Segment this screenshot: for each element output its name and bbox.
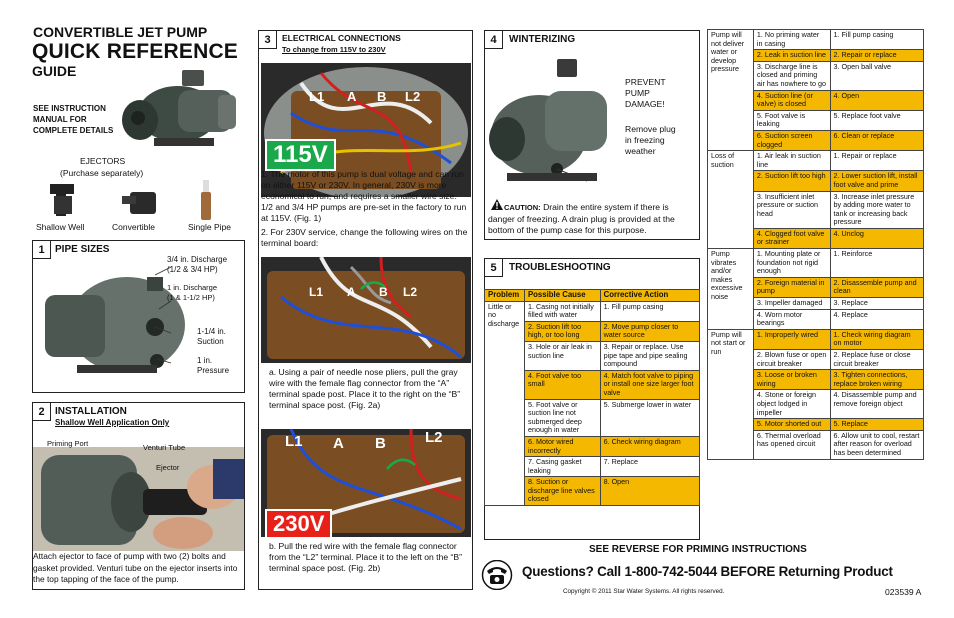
cause-cell: 6. Suction screen clogged — [753, 130, 830, 150]
action-cell: 3. Open ball valve — [830, 61, 924, 90]
telephone-icon — [481, 560, 513, 590]
section-troubleshooting — [484, 258, 700, 540]
cause-cell: 1. No priming water in casing — [753, 30, 830, 50]
table-row — [708, 30, 924, 50]
winterizing-pump-photo — [487, 55, 617, 185]
see-reverse-note: SEE REVERSE FOR PRIMING INSTRUCTIONS — [589, 544, 807, 555]
section-number: 2 — [33, 403, 51, 421]
terminal-l2: L2 — [405, 89, 421, 104]
callout-text: 3/4 in. Discharge — [167, 255, 228, 264]
section-title: WINTERIZING — [509, 34, 576, 45]
cause-cell: 7. Casing gasket leaking — [524, 457, 600, 477]
see-manual-1: SEE INSTRUCTION — [33, 104, 106, 113]
action-cell: 5. Submerge lower in water — [600, 399, 699, 436]
pump-image — [120, 70, 245, 150]
questions-call-line: Questions? Call 1-800-742-5044 BEFORE Returning Product — [522, 564, 893, 579]
cause-cell: 2. Foreign material in pump — [753, 277, 830, 297]
cause-cell: 4. Clogged foot valve or strainer — [753, 228, 830, 248]
action-cell: 3. Replace — [830, 298, 924, 310]
section-subtitle: To change from 115V to 230V — [282, 45, 386, 54]
cause-cell: 1. Air leak in suction line — [753, 151, 830, 171]
remove-plug-note — [625, 124, 676, 157]
action-cell: 4. Replace — [830, 309, 924, 329]
action-cell: 1. Reinforce — [830, 249, 924, 278]
action-cell: 7. Replace — [600, 457, 699, 477]
cause-cell: 8. Suction or discharge line valves closed — [524, 477, 600, 506]
action-cell: 4. Disassemble pump and remove foreign object — [830, 390, 924, 419]
cause-cell: 4. Stone or foreign object lodged in impeller — [753, 390, 830, 419]
terminal-a: A — [333, 435, 344, 452]
electrical-item-2: 2. For 230V service, change the following wires on the terminal board: — [261, 227, 468, 248]
table-row — [708, 151, 924, 171]
cause-cell: 1. Mounting plate or foundation not rigid enough — [753, 249, 830, 278]
badge-115v: 115V — [265, 139, 336, 171]
title-line1: CONVERTIBLE JET PUMP — [33, 24, 208, 40]
section-title: ELECTRICAL CONNECTIONS — [282, 33, 401, 43]
cause-cell: 3. Loose or broken wiring — [753, 370, 830, 390]
cause-cell: 2. Blown fuse or open circuit breaker — [753, 350, 830, 370]
installation-photo — [33, 447, 244, 551]
terminal-b: B — [377, 89, 387, 104]
electrical-item-b: b. Pull the red wire with the female flag connector from the “L2” terminal. Place it to the left on the “B” terminal space post. (Fig. 2b) — [269, 541, 462, 573]
terminal-a: A — [347, 285, 356, 299]
column-header-cause: Possible Cause — [524, 290, 600, 302]
action-cell: 1. Fill pump casing — [600, 301, 699, 321]
action-cell: 2. Replace fuse or close circuit breaker — [830, 350, 924, 370]
callout-text: Pressure — [197, 366, 230, 375]
cause-cell: 2. Leak in suction line — [753, 50, 830, 62]
document-number: 023539 A — [885, 587, 922, 597]
section-title: TROUBLESHOOTING — [509, 262, 611, 273]
electrical-item-1: 1. The motor of this pump is dual voltage and can run on either 115V or 230V. In general, 230V is more economical to run, and requires a smaller wire size. 1/2 and 3/4 HP pumps are pre-set in the factory to run at 115V. (Fig. 1) — [261, 169, 467, 223]
section-title: PIPE SIZES — [55, 244, 110, 255]
action-cell: 4. Unclog — [830, 228, 924, 248]
section-installation — [32, 402, 245, 590]
terminal-a: A — [347, 89, 357, 104]
cause-cell: 4. Suction line (or valve) is closed — [753, 90, 830, 110]
callout-discharge-large — [167, 283, 217, 303]
callout-text: 1 in. — [197, 356, 213, 365]
callout-pressure — [197, 356, 229, 376]
problem-cell: Pump vibrates and/or makes excessive noise — [708, 249, 754, 330]
action-cell: 6. Clean or replace — [830, 130, 924, 150]
section-subtitle: Shallow Well Application Only — [55, 418, 170, 427]
action-cell: 6. Check wiring diagram — [600, 436, 699, 456]
action-cell: 6. Allow unit to cool, restart after reason for overload has been determined — [830, 430, 924, 459]
ejectors-images — [40, 178, 245, 222]
column-header-problem: Problem — [485, 290, 525, 302]
copyright: Copyright © 2011 Star Water Systems. All rights reserved. — [563, 588, 725, 595]
title-line2: QUICK REFERENCE — [32, 40, 239, 63]
cause-cell: 6. Motor wired incorrectly — [524, 436, 600, 456]
section-pipe-sizes — [32, 240, 245, 393]
action-cell: 4. Match foot valve to piping or install one size larger foot valve — [600, 370, 699, 399]
action-cell: 5. Replace foot valve — [830, 110, 924, 130]
troubleshooting-table-continued — [707, 29, 924, 460]
section-number: 5 — [485, 259, 503, 277]
cause-cell: 1. Improperly wired — [753, 329, 830, 349]
action-cell: 3. Tighten connections, replace broken wiring — [830, 370, 924, 390]
problem-cell: Pump will not start or run — [708, 329, 754, 459]
caution-text — [488, 202, 696, 237]
section-title: INSTALLATION — [55, 406, 127, 417]
callout-discharge-small — [167, 255, 227, 275]
note-line: in freezing — [625, 135, 665, 145]
section-number: 1 — [33, 241, 51, 259]
ejector-label-shallow: Shallow Well — [36, 222, 85, 232]
terminal-b: B — [379, 285, 388, 299]
note-line: PREVENT — [625, 77, 666, 87]
callout-suction — [197, 327, 226, 347]
cause-cell: 5. Motor shorted out — [753, 419, 830, 431]
note-line: weather — [625, 146, 656, 156]
problem-cell: Little or no discharge — [485, 301, 525, 505]
table-row — [708, 249, 924, 278]
problem-cell: Pump will not deliver water or develop pressure — [708, 30, 754, 151]
cause-cell: 5. Foot valve is leaking — [753, 110, 830, 130]
section-winterizing — [484, 30, 700, 240]
table-row — [708, 329, 924, 349]
cause-cell: 3. Discharge line is closed and priming air has nowhere to go — [753, 61, 830, 90]
callout-text: 1-1/4 in. — [197, 327, 226, 336]
table-row — [485, 301, 700, 321]
cause-cell: 4. Worn motor bearings — [753, 309, 830, 329]
ejectors-subtitle: (Purchase separately) — [60, 168, 144, 178]
callout-text: 1 in. Discharge — [167, 283, 218, 292]
action-cell: 2. Lower suction lift, install foot valve and prime — [830, 171, 924, 191]
action-cell: 2. Disassemble pump and clean — [830, 277, 924, 297]
callout-text: (1/2 & 3/4 HP) — [167, 265, 218, 274]
caution-label: CAUTION: — [504, 203, 541, 212]
badge-230v: 230V — [265, 509, 332, 539]
problem-cell: Loss of suction — [708, 151, 754, 249]
terminal-l1: L1 — [309, 89, 325, 104]
see-manual-note — [33, 103, 113, 136]
action-cell: 4. Open — [830, 90, 924, 110]
cause-cell: 1. Casing not initially filled with water — [524, 301, 600, 321]
cause-cell: 2. Suction lift too high, or too long — [524, 321, 600, 341]
label-venturi-tube: Venturi Tube — [143, 443, 186, 452]
electrical-item-a: a. Using a pair of needle nose pliers, pull the gray wire with the female flag connector from the “A” terminal spade post. Place it to the right on the “B” terminal space post. (Fig. 2a) — [269, 367, 461, 410]
cause-cell: 2. Suction lift too high — [753, 171, 830, 191]
label-priming-port: Priming Port — [47, 439, 89, 448]
cause-cell: 6. Thermal overload has opened circuit — [753, 430, 830, 459]
ejector-label-single: Single Pipe — [188, 222, 232, 232]
action-cell: 2. Move pump closer to water source — [600, 321, 699, 341]
action-cell: 1. Fill pump casing — [830, 30, 924, 50]
label-ejector: Ejector — [156, 463, 180, 472]
section-number: 4 — [485, 31, 503, 49]
callout-text: (1 & 1-1/2 HP) — [167, 293, 215, 302]
action-cell: 1. Repair or replace — [830, 151, 924, 171]
figure-2a-wiring — [261, 257, 471, 363]
section-number: 3 — [259, 31, 277, 49]
callout-lines — [133, 261, 173, 371]
note-line: PUMP — [625, 88, 650, 98]
action-cell: 8. Open — [600, 477, 699, 506]
terminal-l1: L1 — [285, 433, 303, 450]
ejector-label-convertible: Convertible — [112, 222, 155, 232]
installation-caption: Attach ejector to face of pump with two (2) bolts and gasket provided. Venturi tube on the ejector inserts into the top tapping of the face of the pump. — [33, 551, 238, 584]
note-line: DAMAGE! — [625, 99, 665, 109]
prevent-damage-note — [625, 77, 666, 110]
cause-cell: 3. Insufficient inlet pressure or suction head — [753, 191, 830, 228]
action-cell: 3. Repair or replace. Use pipe tape and pipe sealing compound — [600, 341, 699, 370]
see-manual-3: COMPLETE DETAILS — [33, 126, 114, 135]
callout-text: Suction — [197, 337, 224, 346]
troubleshooting-table — [484, 289, 700, 506]
cause-cell: 5. Foot valve or suction line not submerged deep enough in water — [524, 399, 600, 436]
terminal-l1: L1 — [309, 285, 324, 299]
terminal-l2: L2 — [425, 429, 443, 446]
action-cell: 3. Increase inlet pressure by adding more water to tank or increasing back pressure — [830, 191, 924, 228]
title-line3: GUIDE — [32, 63, 77, 79]
cause-cell: 3. Hole or air leak in suction line — [524, 341, 600, 370]
ejectors-title: EJECTORS — [80, 156, 126, 166]
action-cell: 2. Repair or replace — [830, 50, 924, 62]
terminal-l2: L2 — [403, 285, 418, 299]
cause-cell: 4. Foot valve too small — [524, 370, 600, 399]
caution-body: Drain the entire system if there is danger of freezing. A drain plug is provided at the bottom of the pump case for this purpose. — [488, 202, 675, 235]
section-electrical — [258, 30, 473, 590]
see-manual-2: MANUAL FOR — [33, 115, 87, 124]
action-cell: 1. Check wiring diagram on motor — [830, 329, 924, 349]
action-cell: 5. Replace — [830, 419, 924, 431]
terminal-b: B — [375, 435, 386, 452]
note-line: Remove plug — [625, 124, 676, 134]
cause-cell: 3. Impeller damaged — [753, 298, 830, 310]
column-header-action: Corrective Action — [600, 290, 699, 302]
